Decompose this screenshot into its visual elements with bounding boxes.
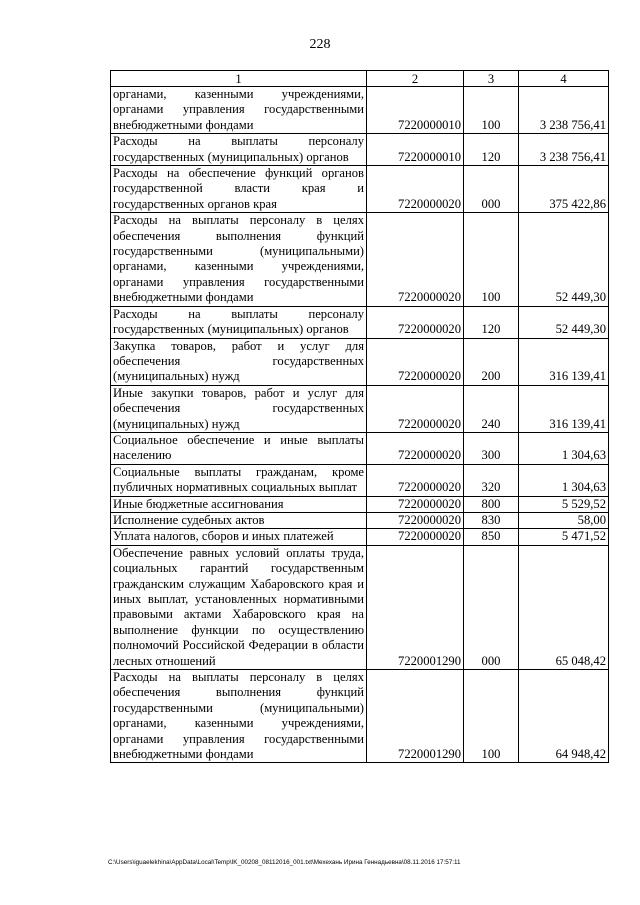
expense-type-code: 100 [464,213,519,306]
amount: 52 449,30 [519,306,609,338]
expense-name: Социальное обеспечение и иные выплаты населению [111,432,367,464]
expense-type-code: 850 [464,529,519,545]
column-header-2: 2 [367,71,464,87]
expense-name: Обеспечение равных условий оплаты труда, социальных гарантий государственным гражданским служащим Хабаровского края и иных выплат, установленных нормативными правовыми актами Хабаровского края на выполнение функции по осуществлению полномочий Российской Федерации в области лесных отношений [111,545,367,669]
expense-type-code: 000 [464,166,519,213]
target-code: 7220000020 [367,464,464,496]
column-header-4: 4 [519,71,609,87]
target-code: 7220000020 [367,306,464,338]
amount: 1 304,63 [519,432,609,464]
amount: 3 238 756,41 [519,87,609,134]
table-row [111,670,609,763]
expense-type-code: 320 [464,464,519,496]
expense-name: Расходы на выплаты персоналу в целях обеспечения выполнения функций государственными (муниципальными) органами, казенными учреждениями, органами управления государственными внебюджетными фондами [111,670,367,763]
expense-name: Расходы на выплаты персоналу в целях обеспечения выполнения функций государственными (муниципальными) органами, казенными учреждениями, органами управления государственными внебюджетными фондами [111,213,367,306]
amount: 3 238 756,41 [519,134,609,166]
target-code: 7220001290 [367,670,464,763]
expense-type-code: 800 [464,496,519,512]
expense-name: Иные закупки товаров, работ и услуг для обеспечения государственных (муниципальных) нужд [111,385,367,432]
budget-table [110,70,609,763]
amount: 316 139,41 [519,338,609,385]
expense-name: Закупка товаров, работ и услуг для обеспечения государственных (муниципальных) нужд [111,338,367,385]
target-code: 7220000020 [367,385,464,432]
page-number: 228 [309,37,331,52]
amount: 64 948,42 [519,670,609,763]
target-code: 7220000010 [367,87,464,134]
expense-type-code: 120 [464,134,519,166]
target-code: 7220000020 [367,213,464,306]
table-row [111,338,609,385]
amount: 1 304,63 [519,464,609,496]
amount: 375 422,86 [519,166,609,213]
target-code: 7220001290 [367,545,464,669]
target-code: 7220000020 [367,496,464,512]
target-code: 7220000020 [367,338,464,385]
table-row [111,496,609,512]
expense-name: Иные бюджетные ассигнования [111,496,367,512]
expense-type-code: 300 [464,432,519,464]
table-row [111,134,609,166]
expense-type-code: 120 [464,306,519,338]
expense-name: Расходы на выплаты персоналу государственных (муниципальных) органов [111,306,367,338]
table-row [111,213,609,306]
target-code: 7220000020 [367,512,464,528]
table-row [111,432,609,464]
table-row [111,512,609,528]
table-header-row [111,71,609,87]
target-code: 7220000010 [367,134,464,166]
expense-type-code: 830 [464,512,519,528]
table-row [111,306,609,338]
amount: 316 139,41 [519,385,609,432]
expense-type-code: 100 [464,87,519,134]
expense-type-code: 100 [464,670,519,763]
amount: 5 471,52 [519,529,609,545]
table-row [111,529,609,545]
expense-name: Исполнение судебных актов [111,512,367,528]
column-header-3: 3 [464,71,519,87]
expense-name: Социальные выплаты гражданам, кроме публичных нормативных социальных выплат [111,464,367,496]
expense-type-code: 000 [464,545,519,669]
amount: 5 529,52 [519,496,609,512]
file-path-footer: C:\Users\iguaelekhina\AppData\Local\Temp\IK_00208_08112016_001.txt\Мехехань Ирина Геннадьевна\08.11.2016 17:57:11 [108,859,461,866]
table-row [111,166,609,213]
expense-type-code: 200 [464,338,519,385]
target-code: 7220000020 [367,166,464,213]
amount: 65 048,42 [519,545,609,669]
table-row [111,464,609,496]
table-row [111,87,609,134]
amount: 58,00 [519,512,609,528]
table-row [111,385,609,432]
column-header-1: 1 [111,71,367,87]
target-code: 7220000020 [367,432,464,464]
expense-name: органами, казенными учреждениями, органами управления государственными внебюджетными фондами [111,87,367,134]
table-row [111,545,609,669]
expense-name: Уплата налогов, сборов и иных платежей [111,529,367,545]
expense-name: Расходы на выплаты персоналу государственных (муниципальных) органов [111,134,367,166]
amount: 52 449,30 [519,213,609,306]
expense-type-code: 240 [464,385,519,432]
expense-name: Расходы на обеспечение функций органов государственной власти края и государственных органов края [111,166,367,213]
target-code: 7220000020 [367,529,464,545]
